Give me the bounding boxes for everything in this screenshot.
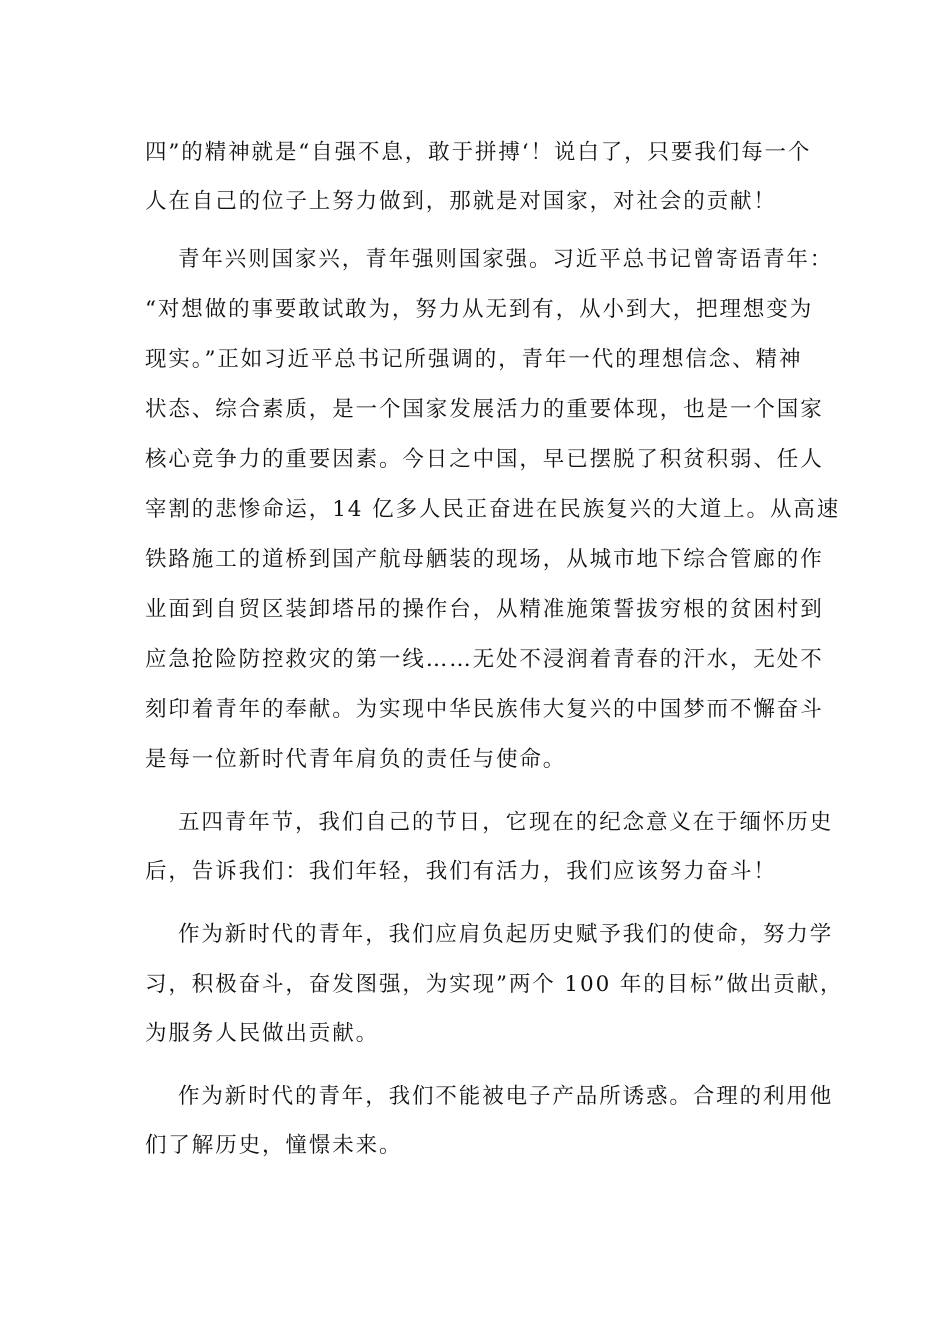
paragraph-2-line-4: 状态、综合素质，是一个国家发展活力的重要体现，也是一个国家 — [145, 397, 824, 422]
paragraph-5-line-1: 作为新时代的青年，我们不能被电子产品所诱惑。合理的利用他 — [178, 1084, 834, 1109]
paragraph-2-line-3: 现实。”正如习近平总书记所强调的，青年一代的理想信念、精神 — [145, 347, 803, 372]
paragraph-1-line-2: 人在自己的位子上努力做到，那就是对国家，对社会的贡献！ — [145, 189, 777, 214]
paragraph-3-line-1: 五四青年节，我们自己的节日，它现在的纪念意义在于缅怀历史 — [178, 810, 834, 835]
paragraph-2-line-10: 刻印着青年的奉献。为实现中华民族伟大复兴的中国梦而不懈奋斗 — [145, 697, 824, 722]
paragraph-2-line-7: 铁路施工的道桥到国产航母舾装的现场，从城市地下综合管廊的作 — [145, 547, 824, 572]
paragraph-2-line-6: 宰割的悲惨命运，14 亿多人民正奋进在民族复兴的大道上。从高速 — [145, 497, 841, 522]
paragraph-3-line-2: 后，告诉我们：我们年轻，我们有活力，我们应该努力奋斗！ — [145, 859, 777, 884]
paragraph-2-line-9: 应急抢险防控救灾的第一线……无处不浸润着青春的汗水，无处不 — [145, 647, 824, 672]
paragraph-2-line-11: 是每一位新时代青年肩负的责任与使命。 — [145, 747, 567, 772]
paragraph-1-line-1: 四”的精神就是“自强不息，敢于拼搏‘！说白了，只要我们每一个 — [145, 140, 812, 165]
paragraph-2-line-1: 青年兴则国家兴，青年强则国家强。习近平总书记曾寄语青年： — [178, 247, 834, 272]
paragraph-4-line-3: 为服务人民做出贡献。 — [145, 1021, 380, 1046]
paragraph-2-line-8: 业面到自贸区装卸塔吊的操作台，从精准施策誓拔穷根的贫困村到 — [145, 597, 824, 622]
paragraph-2-line-2: “对想做的事要敢试敢为，努力从无到有，从小到大，把理想变为 — [145, 297, 814, 322]
paragraph-5-line-2: 们了解历史，憧憬未来。 — [145, 1133, 403, 1158]
paragraph-4-line-2: 习，积极奋斗，奋发图强，为实现”两个 100 年的目标”做出贡献， — [145, 972, 844, 997]
paragraph-4-line-1: 作为新时代的青年，我们应肩负起历史赋予我们的使命，努力学 — [178, 922, 834, 947]
paragraph-2-line-5: 核心竞争力的重要因素。今日之中国，早已摆脱了积贫积弱、任人 — [145, 447, 824, 472]
